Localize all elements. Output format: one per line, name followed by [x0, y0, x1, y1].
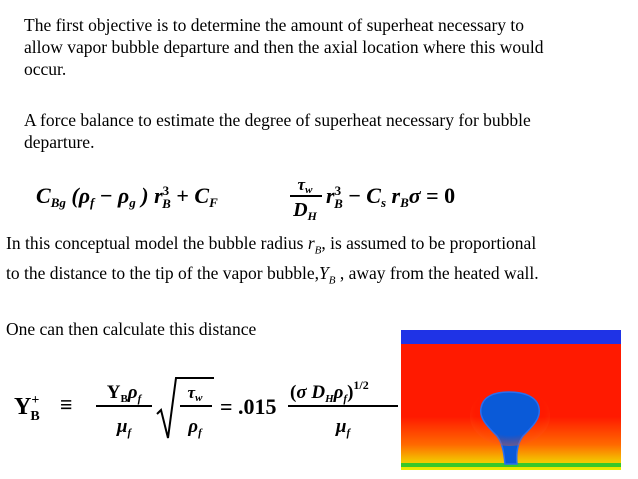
- paragraph-3-text-c: , away from the heated wall.: [335, 262, 539, 283]
- paragraph-conceptual-model: [6, 232, 551, 291]
- svg-text:τw: τw: [297, 175, 313, 196]
- svg-text:ρf: $\rho_f$: [188, 416, 202, 439]
- force-balance-equation: [36, 168, 476, 224]
- paragraph-3-text-b: , is assumed to be proportional to the distance to the tip of the vapor bubble,: [6, 233, 537, 283]
- bubble-simulation-image: [401, 330, 621, 470]
- svg-text:≡: ≡: [60, 392, 73, 417]
- paragraph-calculate: One can then calculate this distance: [6, 319, 257, 339]
- yb-symbol: $Y_B$: [318, 262, 336, 286]
- distance-equation: [14, 374, 402, 454]
- svg-text:μf: $\mu_f$: [335, 416, 351, 439]
- paragraph-objective: The first objective is to determine the amount of superheat necessary to allow vapor bubble departure and then the axial location where this would occur.: [24, 15, 544, 79]
- svg-text:(σ DHρf)1/2: (σ $D_H\rho_f)^{1/2}$: [290, 378, 369, 405]
- svg-text:YBρf: $Y_B\rho_f$: [106, 382, 142, 405]
- paragraph-3-text-a: In this conceptual model the bubble radius: [6, 233, 308, 253]
- svg-text:= .015: = .015: [220, 394, 277, 419]
- rb-symbol: $r_B$: [307, 233, 322, 257]
- svg-text:τw: τw: [187, 383, 203, 404]
- svg-text:DH: $D_H$: [293, 199, 317, 223]
- svg-text:r3B − Cs rBσ = 0: $r^3$ B − Cs rBσ = 0: [326, 183, 456, 211]
- svg-text:μf: $\mu_f$: [116, 416, 132, 439]
- sim-top-band: [401, 330, 621, 344]
- paragraph-force-balance: A force balance to estimate the degree of superheat necessary for bubble departure.: [24, 110, 531, 152]
- svg-text:Y+B: Y+ B: [14, 393, 40, 424]
- svg-text:CBg (ρf − ρg ) r: CBg (ρf − ρg ) $r^3$ B + CF: [36, 183, 218, 211]
